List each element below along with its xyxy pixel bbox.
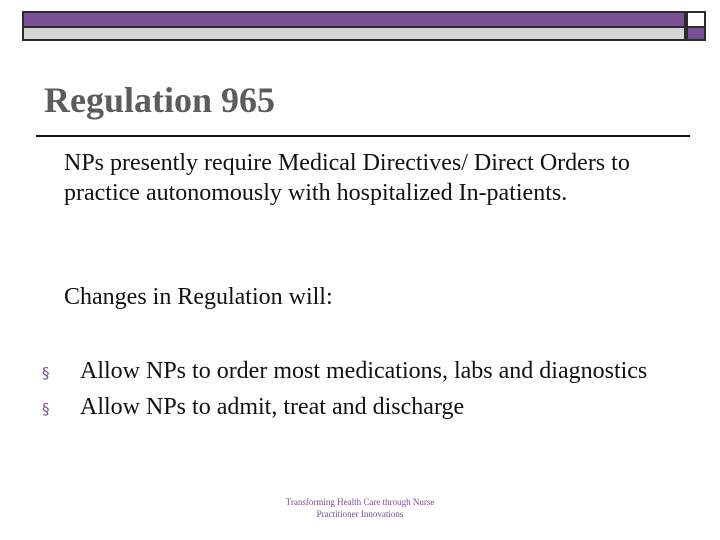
title-divider (36, 135, 690, 137)
intro-paragraph: NPs presently require Medical Directives/ Direct Orders to practice autonomously with hospitalized In-patients. (64, 150, 630, 206)
section-bullet-icon: § (42, 364, 50, 382)
slide-footer (0, 496, 720, 520)
footer-line-2: Practitioner Innovations (316, 509, 404, 519)
header-bar-gray (22, 28, 686, 41)
bullet-text: Allow NPs to order most medications, labs and diagnostics (80, 358, 648, 384)
list-item (40, 356, 680, 386)
header-bar-purple (22, 11, 686, 28)
slide-title: Regulation 965 (44, 80, 276, 120)
footer-line-1: Transforming Health Care through Nurse (285, 497, 435, 507)
section-bullet-icon: § (42, 400, 50, 418)
header-corner-square-purple (686, 28, 706, 41)
header-corner-square (686, 11, 706, 28)
list-item (40, 392, 680, 422)
bullet-text: Allow NPs to admit, treat and discharge (80, 394, 465, 420)
bullet-list (40, 356, 680, 428)
changes-heading: Changes in Regulation will: (64, 284, 333, 310)
